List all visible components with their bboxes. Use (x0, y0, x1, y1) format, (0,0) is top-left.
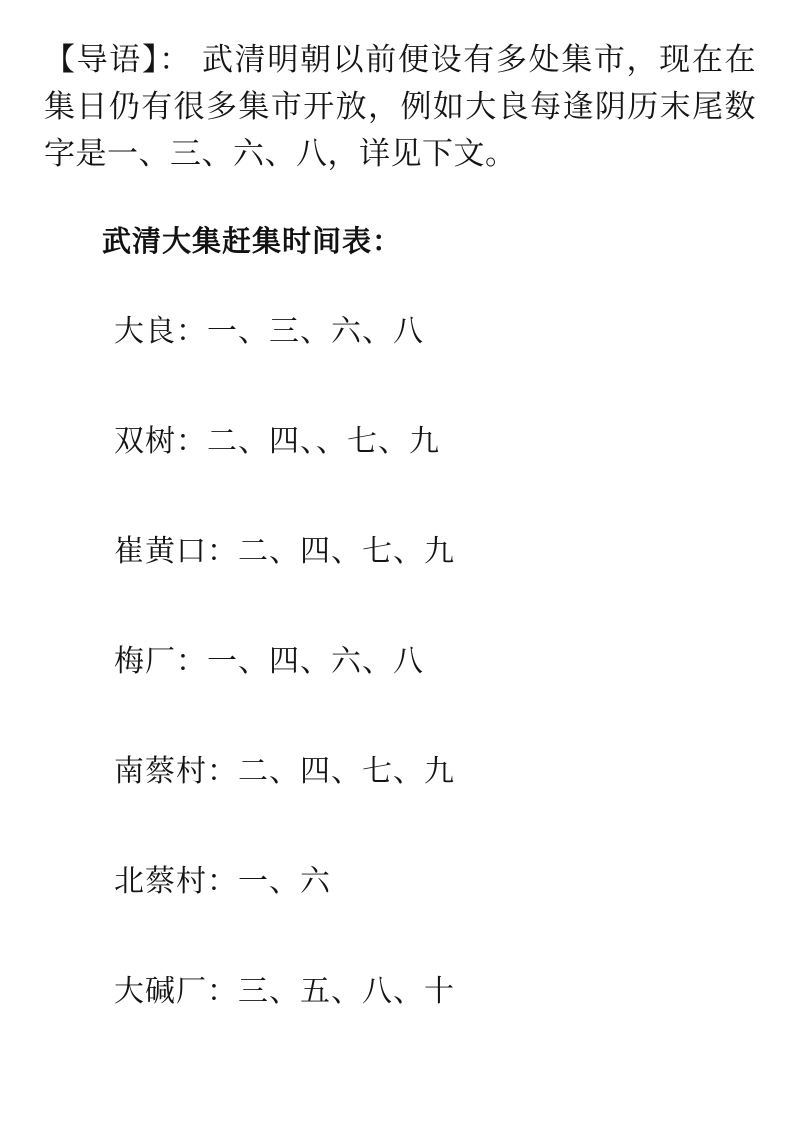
name-days-separator: ： (176, 315, 207, 349)
list-item (114, 966, 756, 1010)
name-days-separator: ： (207, 755, 238, 789)
name-days-separator: ： (207, 975, 238, 1009)
list-item (114, 636, 756, 680)
market-schedule-list (44, 306, 756, 1010)
market-name: 双树 (114, 425, 176, 459)
market-days: 二、四、七、九 (238, 755, 455, 789)
list-item (114, 526, 756, 570)
page-title: 武清大集赶集时间表： (102, 226, 403, 259)
market-days: 二、四、、七、九 (207, 425, 440, 459)
market-name: 大良 (114, 315, 176, 349)
name-days-separator: ： (176, 645, 207, 679)
list-item (114, 306, 756, 350)
name-days-separator: ： (207, 535, 238, 569)
market-name: 崔黄口 (114, 535, 207, 569)
market-name: 南蔡村 (114, 755, 207, 789)
name-days-separator: ： (176, 425, 207, 459)
market-days: 二、四、七、九 (238, 535, 455, 569)
list-item (114, 856, 756, 900)
market-days: 一、四、六、八 (207, 645, 424, 679)
market-days: 一、六 (238, 865, 331, 899)
market-days: 一、三、六、八 (207, 315, 424, 349)
list-item (114, 416, 756, 460)
intro-paragraph: 【导语】： 武清明朝以前便设有多处集市，现在在集日仍有很多集市开放，例如大良每逢阴历末尾数字是一、三、六、八，详见下文。 (44, 42, 756, 172)
market-days: 三、五、八、十 (238, 975, 455, 1009)
name-days-separator: ： (207, 865, 238, 899)
market-name: 北蔡村 (114, 865, 207, 899)
list-item (114, 746, 756, 790)
market-name: 梅厂 (114, 645, 176, 679)
market-name: 大碱厂 (114, 975, 207, 1009)
